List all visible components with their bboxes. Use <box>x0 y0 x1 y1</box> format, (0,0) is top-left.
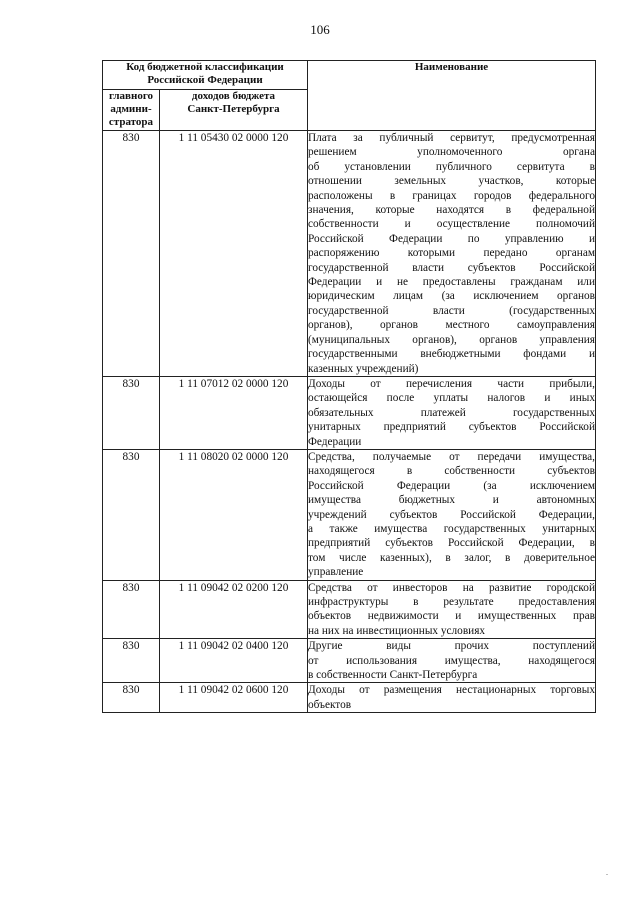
table-row <box>103 639 596 683</box>
table-body <box>103 131 596 713</box>
admin-code-cell: 830 <box>103 131 160 377</box>
name-text-line: решением уполномоченного органа <box>308 146 595 159</box>
name-text-line: Российской Федерации по управлению и <box>308 232 595 245</box>
name-text-line: имущества бюджетных и автономных <box>308 494 595 507</box>
name-text-line: государственной власти (государственных <box>308 304 595 317</box>
admin-column-header <box>103 90 160 131</box>
name-text-line: казенных учреждений) <box>308 362 419 375</box>
name-text-line: инфраструктуры в результате предоставления <box>308 596 595 608</box>
name-text-line: унитарных предприятий субъектов Российской <box>308 421 595 434</box>
income-code-cell: 1 11 07012 02 0000 120 <box>160 376 308 449</box>
name-text-line: об установлении публичного сервитута в <box>308 160 595 173</box>
name-cell <box>308 131 596 377</box>
name-text-line: учреждений субъектов Российской Федерации, <box>308 508 595 521</box>
name-cell <box>308 683 596 713</box>
page-number: 106 <box>310 22 330 37</box>
name-text-line: обязательных платежей государственных <box>308 406 595 419</box>
budget-classification-table <box>102 60 596 713</box>
budget-code-group-header <box>103 61 308 90</box>
name-cell <box>308 449 596 580</box>
name-text-line: том числе казенных), в залог, в доверительное <box>308 551 595 564</box>
header-line: доходов бюджета <box>191 90 276 102</box>
header-line: главного <box>108 90 154 102</box>
name-text-line: расположены в границах городов федерального <box>308 189 595 202</box>
admin-code-cell: 830 <box>103 449 160 580</box>
name-text-line: на них на инвестиционных условиях <box>308 624 486 637</box>
header-line: админи- <box>110 102 152 115</box>
header-line: стратора <box>108 115 154 128</box>
name-text-line: управление <box>308 566 364 579</box>
admin-code-cell: 830 <box>103 580 160 639</box>
income-code-cell: 1 11 09042 02 0400 120 <box>160 639 308 683</box>
name-text-line: от использования имущества, находящегося <box>308 654 595 667</box>
name-text-line: в собственности Санкт-Петербурга <box>308 669 478 682</box>
table-row <box>103 449 596 580</box>
name-text-line: Плата за публичный сервитут, предусмотренная <box>308 132 595 144</box>
income-code-cell: 1 11 09042 02 0200 120 <box>160 580 308 639</box>
name-column-header: Наименование <box>308 61 596 131</box>
table-row <box>103 683 596 713</box>
header-line: Российской Федерации <box>147 73 263 86</box>
admin-code-cell: 830 <box>103 683 160 713</box>
name-text-line: Другие виды прочих поступлений <box>308 640 595 653</box>
table-row <box>103 376 596 449</box>
name-text-line: находящегося в собственности субъектов <box>308 465 595 478</box>
income-code-column-header <box>160 90 308 131</box>
name-text-line: (муниципальных органов), органов управления <box>308 333 595 346</box>
table-row <box>103 131 596 377</box>
header-line: Санкт-Петербурга <box>187 102 280 115</box>
name-text-line: предприятий субъектов Российской Федерации, в <box>308 537 595 550</box>
admin-code-cell: 830 <box>103 639 160 683</box>
name-text-line: Федерации и не предоставлены гражданам или <box>308 276 595 289</box>
name-text-line: юридическим лицам (за исключением органов <box>308 290 595 303</box>
name-text-line: государственной власти субъектов Российской <box>308 261 595 274</box>
income-code-cell: 1 11 09042 02 0600 120 <box>160 683 308 713</box>
name-text-line: Федерации <box>308 435 362 448</box>
name-text-line: Средства, получаемые от передачи имущества, <box>308 450 595 463</box>
name-text-line: а также имущества государственных унитарных <box>308 522 595 535</box>
admin-code-cell: 830 <box>103 376 160 449</box>
table-row <box>103 580 596 639</box>
name-text-line: отношении земельных участков, которые <box>308 175 595 188</box>
name-text-line: значения, которые находятся в федеральной <box>308 204 595 217</box>
header-row-group <box>103 61 596 90</box>
name-text-line: Российской Федерации (за исключением <box>308 479 595 492</box>
header-line: Код бюджетной классификации <box>126 61 284 73</box>
name-text-line: собственности и осуществление полномочий <box>308 218 595 231</box>
name-cell <box>308 639 596 683</box>
income-code-cell: 1 11 08020 02 0000 120 <box>160 449 308 580</box>
name-text-line: распоряжению которыми передано органам <box>308 247 595 260</box>
name-text-line: объектов недвижимости и имущественных прав <box>308 610 595 623</box>
name-text-line: Средства от инвесторов на развитие городской <box>308 581 595 594</box>
name-text-line: Доходы от перечисления части прибыли, <box>308 377 595 390</box>
name-text-line: органов), органов местного самоуправления <box>308 319 595 332</box>
income-code-cell: 1 11 05430 02 0000 120 <box>160 131 308 377</box>
name-text-line: объектов <box>308 698 352 711</box>
name-cell <box>308 580 596 639</box>
name-text-line: Доходы от размещения нестационарных торговых <box>308 684 595 697</box>
name-cell <box>308 376 596 449</box>
name-text-line: государственными внебюджетными фондами и <box>308 348 595 361</box>
name-text-line: остающейся после уплаты налогов и иных <box>308 392 595 405</box>
margin-mark: . <box>606 868 608 877</box>
